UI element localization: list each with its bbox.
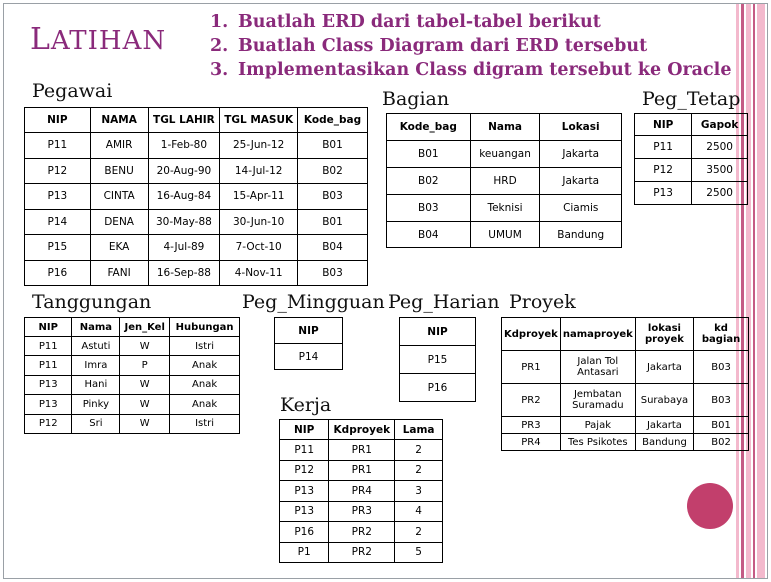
- table-row: [25, 337, 240, 356]
- table-cell: 1-Feb-80: [148, 133, 220, 159]
- column-header: Gapok: [692, 114, 748, 136]
- column-header: Kdproyek: [502, 318, 561, 351]
- table-cell: Teknisi: [470, 195, 540, 222]
- table-cell: B01: [298, 209, 368, 235]
- decor-stripe: [746, 4, 751, 578]
- table-header-row: [502, 318, 749, 351]
- table-cell: Jakarta: [540, 168, 622, 195]
- table-row: [25, 414, 240, 433]
- table-cell: 15-Apr-11: [220, 184, 298, 210]
- table-cell: 4-Nov-11: [220, 260, 298, 286]
- task-number: 2.: [210, 36, 229, 56]
- table-cell: 7-Oct-10: [220, 235, 298, 261]
- table-cell: Istri: [170, 414, 240, 433]
- column-header: Hubungan: [170, 318, 240, 337]
- table-cell: keuangan: [470, 141, 540, 168]
- table-header-row: [635, 114, 748, 136]
- table-row: [25, 375, 240, 394]
- table-row: [387, 222, 622, 248]
- table-row: [502, 417, 749, 434]
- table-cell: PR2: [329, 522, 395, 543]
- task-text: Implementasikan Class digram tersebut ke Oracle: [238, 60, 732, 80]
- table-cell: Jakarta: [635, 417, 693, 434]
- table-row: [280, 522, 443, 543]
- table-cell: PR1: [329, 440, 395, 461]
- table-cell: P13: [25, 375, 72, 394]
- proyek-table: [501, 317, 749, 451]
- table-cell: B03: [694, 351, 749, 384]
- table-header-row: [25, 318, 240, 337]
- column-header: NIP: [400, 318, 476, 346]
- table-cell: 20-Aug-90: [148, 158, 220, 184]
- table-row: [280, 501, 443, 522]
- table-cell: DENA: [90, 209, 148, 235]
- table-cell: B02: [298, 158, 368, 184]
- table-cell: W: [120, 395, 170, 414]
- table-cell: P13: [25, 395, 72, 414]
- column-header: Lama: [395, 420, 443, 440]
- table-cell: P16: [25, 260, 91, 286]
- table-cell: P12: [25, 414, 72, 433]
- table-cell: P11: [280, 440, 329, 461]
- column-header: NIP: [25, 318, 72, 337]
- column-header: Jen_Kel: [120, 318, 170, 337]
- table-row: [280, 542, 443, 563]
- table-row: [635, 182, 748, 205]
- column-header: Kode_bag: [387, 114, 471, 141]
- table-row: [25, 133, 368, 159]
- peg-tetap-label: Peg_Tetap: [642, 88, 741, 110]
- table-cell: B02: [694, 434, 749, 451]
- table-row: [387, 168, 622, 195]
- peg-harian-table: [399, 317, 476, 402]
- table-cell: 3500: [692, 159, 748, 182]
- table-cell: P13: [635, 182, 692, 205]
- column-header: TGL MASUK: [220, 108, 298, 133]
- column-header: Nama: [72, 318, 120, 337]
- peg-harian-label: Peg_Harian: [388, 291, 500, 313]
- table-cell: B02: [387, 168, 471, 195]
- table-cell: B03: [694, 384, 749, 417]
- table-cell: P16: [400, 374, 476, 402]
- column-header: Lokasi: [540, 114, 622, 141]
- column-header: kd bagian: [694, 318, 749, 351]
- table-cell: P14: [275, 344, 343, 370]
- decor-stripe: [741, 4, 744, 578]
- column-header: NAMA: [90, 108, 148, 133]
- table-cell: PR2: [502, 384, 561, 417]
- table-cell: Bandung: [635, 434, 693, 451]
- table-row: [275, 344, 343, 370]
- table-cell: FANI: [90, 260, 148, 286]
- table-cell: P11: [25, 337, 72, 356]
- table-row: [280, 440, 443, 461]
- table-cell: Anak: [170, 395, 240, 414]
- table-cell: PR2: [329, 542, 395, 563]
- table-cell: 2500: [692, 136, 748, 159]
- table-cell: 4-Jul-89: [148, 235, 220, 261]
- tanggungan-table: [24, 317, 240, 434]
- table-cell: Ciamis: [540, 195, 622, 222]
- table-cell: 30-Jun-10: [220, 209, 298, 235]
- table-cell: AMIR: [90, 133, 148, 159]
- table-cell: P11: [25, 133, 91, 159]
- table-cell: Sri: [72, 414, 120, 433]
- column-header: namaproyek: [560, 318, 635, 351]
- table-cell: Pinky: [72, 395, 120, 414]
- table-cell: 5: [395, 542, 443, 563]
- table-cell: P11: [25, 356, 72, 375]
- task-list: [210, 10, 731, 82]
- table-cell: W: [120, 414, 170, 433]
- table-cell: B04: [298, 235, 368, 261]
- table-cell: 2: [395, 522, 443, 543]
- table-row: [635, 159, 748, 182]
- table-row: [25, 395, 240, 414]
- peg-mingguan-table: [274, 317, 343, 370]
- table-row: [25, 158, 368, 184]
- table-cell: Hani: [72, 375, 120, 394]
- tanggungan-label: Tanggungan: [32, 291, 152, 313]
- table-cell: PR4: [502, 434, 561, 451]
- table-cell: P: [120, 356, 170, 375]
- table-row: [25, 356, 240, 375]
- bagian-table: [386, 113, 622, 248]
- table-cell: CINTA: [90, 184, 148, 210]
- decor-circle: [687, 483, 733, 529]
- table-cell: PR3: [329, 501, 395, 522]
- table-cell: EKA: [90, 235, 148, 261]
- table-cell: HRD: [470, 168, 540, 195]
- table-row: [280, 460, 443, 481]
- title-initial: L: [30, 22, 51, 57]
- table-row: [25, 184, 368, 210]
- decor-stripe: [757, 4, 765, 578]
- task-text: Buatlah Class Diagram dari ERD tersebut: [238, 36, 648, 56]
- table-cell: Surabaya: [635, 384, 693, 417]
- column-header: Nama: [470, 114, 540, 141]
- table-cell: 2: [395, 460, 443, 481]
- table-cell: PR3: [502, 417, 561, 434]
- column-header: NIP: [280, 420, 329, 440]
- table-cell: PR4: [329, 481, 395, 502]
- task-item: [210, 10, 731, 34]
- task-item: [210, 34, 731, 58]
- pegawai-table: [24, 107, 368, 286]
- table-header-row: [387, 114, 622, 141]
- task-number: 1.: [210, 12, 229, 32]
- table-cell: BENU: [90, 158, 148, 184]
- table-row: [502, 384, 749, 417]
- column-header: TGL LAHIR: [148, 108, 220, 133]
- column-header: lokasi proyek: [635, 318, 693, 351]
- kerja-table: [279, 419, 443, 563]
- table-cell: W: [120, 375, 170, 394]
- table-row: [387, 141, 622, 168]
- table-cell: Jalan Tol Antasari: [560, 351, 635, 384]
- table-cell: P13: [280, 481, 329, 502]
- kerja-label: Kerja: [280, 394, 332, 416]
- table-cell: Bandung: [540, 222, 622, 248]
- table-cell: 16-Aug-84: [148, 184, 220, 210]
- table-cell: P11: [635, 136, 692, 159]
- table-cell: B03: [387, 195, 471, 222]
- table-cell: P16: [280, 522, 329, 543]
- table-row: [635, 136, 748, 159]
- table-cell: B01: [298, 133, 368, 159]
- table-cell: PR1: [329, 460, 395, 481]
- table-cell: Jembatan Suramadu: [560, 384, 635, 417]
- table-cell: P1: [280, 542, 329, 563]
- column-header: NIP: [635, 114, 692, 136]
- table-row: [400, 346, 476, 374]
- task-number: 3.: [210, 60, 229, 80]
- table-header-row: [280, 420, 443, 440]
- proyek-label: Proyek: [509, 291, 576, 313]
- table-row: [502, 351, 749, 384]
- table-header-row: [25, 108, 368, 133]
- table-cell: Tes Psikotes: [560, 434, 635, 451]
- table-cell: Istri: [170, 337, 240, 356]
- table-cell: 30-May-88: [148, 209, 220, 235]
- column-header: Kdproyek: [329, 420, 395, 440]
- table-cell: 4: [395, 501, 443, 522]
- bagian-label: Bagian: [382, 88, 450, 110]
- table-header-row: [400, 318, 476, 346]
- column-header: NIP: [275, 318, 343, 344]
- table-cell: Imra: [72, 356, 120, 375]
- table-cell: Pajak: [560, 417, 635, 434]
- table-cell: B01: [387, 141, 471, 168]
- decor-stripe: [753, 4, 755, 578]
- table-cell: Jakarta: [540, 141, 622, 168]
- table-row: [400, 374, 476, 402]
- pegawai-label: Pegawai: [32, 80, 113, 102]
- table-cell: P15: [25, 235, 91, 261]
- table-cell: P14: [25, 209, 91, 235]
- slide-title: [30, 22, 166, 57]
- table-row: [280, 481, 443, 502]
- table-cell: P13: [280, 501, 329, 522]
- table-cell: B03: [298, 260, 368, 286]
- table-cell: P13: [25, 184, 91, 210]
- table-cell: W: [120, 337, 170, 356]
- table-cell: B03: [298, 184, 368, 210]
- table-row: [387, 195, 622, 222]
- table-cell: 2: [395, 440, 443, 461]
- peg-mingguan-label: Peg_Mingguan: [242, 291, 385, 313]
- peg-tetap-table: [634, 113, 748, 205]
- table-cell: P12: [635, 159, 692, 182]
- table-cell: P12: [280, 460, 329, 481]
- table-cell: 25-Jun-12: [220, 133, 298, 159]
- table-cell: Anak: [170, 356, 240, 375]
- table-header-row: [275, 318, 343, 344]
- table-row: [25, 235, 368, 261]
- task-item: [210, 58, 731, 82]
- table-cell: Astuti: [72, 337, 120, 356]
- table-cell: 2500: [692, 182, 748, 205]
- table-row: [25, 209, 368, 235]
- table-cell: Anak: [170, 375, 240, 394]
- table-row: [502, 434, 749, 451]
- table-cell: P12: [25, 158, 91, 184]
- column-header: NIP: [25, 108, 91, 133]
- table-cell: P15: [400, 346, 476, 374]
- column-header: Kode_bag: [298, 108, 368, 133]
- table-cell: 16-Sep-88: [148, 260, 220, 286]
- table-cell: 14-Jul-12: [220, 158, 298, 184]
- task-text: Buatlah ERD dari tabel-tabel berikut: [238, 12, 601, 32]
- title-rest: ATIHAN: [50, 26, 167, 56]
- table-cell: PR1: [502, 351, 561, 384]
- table-cell: B01: [694, 417, 749, 434]
- table-cell: Jakarta: [635, 351, 693, 384]
- table-cell: 3: [395, 481, 443, 502]
- table-row: [25, 260, 368, 286]
- table-cell: B04: [387, 222, 471, 248]
- table-cell: UMUM: [470, 222, 540, 248]
